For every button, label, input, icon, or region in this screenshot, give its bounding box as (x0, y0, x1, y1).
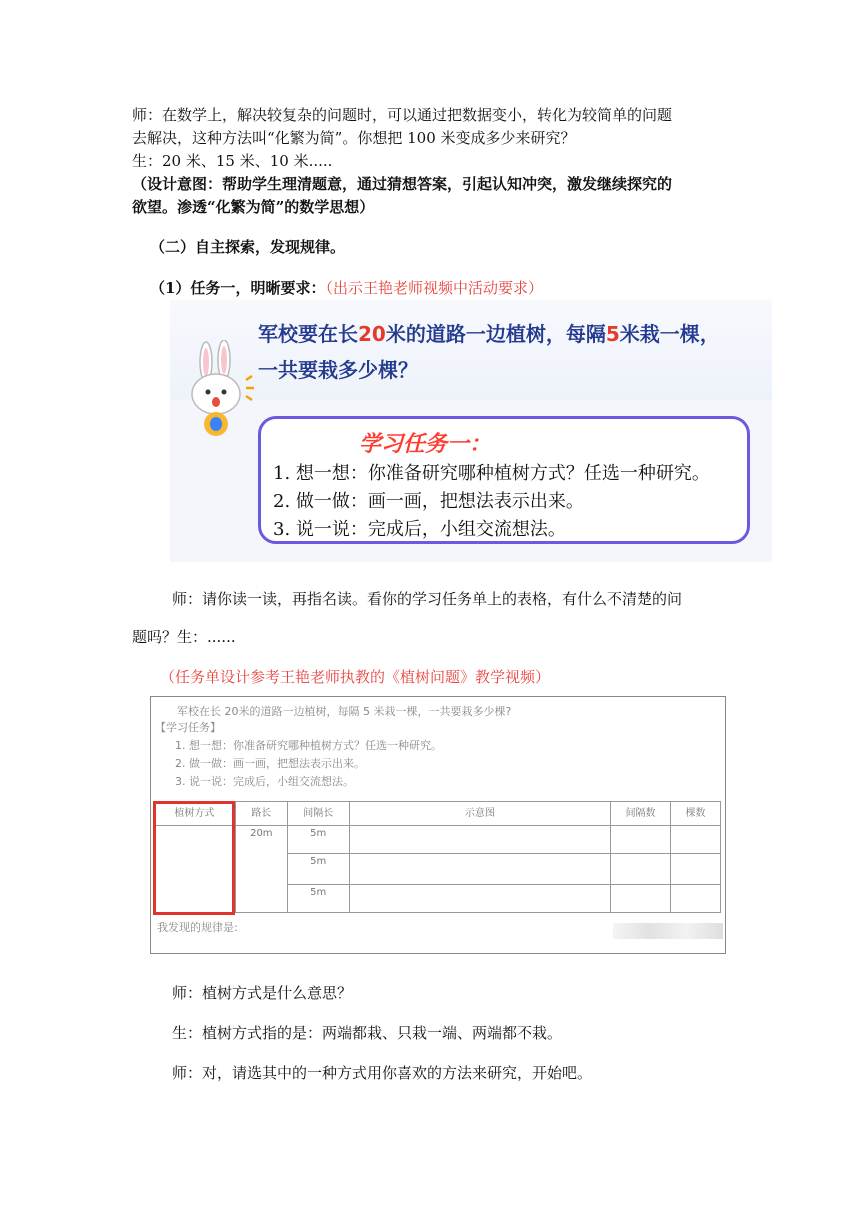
cell (611, 884, 671, 912)
col-header: 植树方式 (154, 802, 236, 826)
design-intent-b: 欲望。渗透“化繁为简”的数学思想） (132, 198, 375, 216)
col-header: 间隔数 (611, 802, 671, 826)
worksheet-table (153, 801, 721, 913)
teacher-paragraph-1a: 师：在数学上，解决较复杂的问题时，可以通过把数据变小，转化为较简单的问题 (132, 106, 673, 124)
task-1-line (150, 277, 543, 299)
worksheet-header-row (154, 802, 721, 826)
col-header: 示意图 (349, 802, 610, 826)
section-heading-2: （二）自主探索，发现规律。 (150, 238, 346, 256)
interval-cell: 5m (287, 826, 349, 854)
learning-task-item: 1. 想一想：你准备研究哪种植树方式？任选一种研究。 (273, 463, 710, 484)
task-1-note: （出示王艳老师视频中活动要求） (325, 279, 543, 297)
table-row (154, 826, 721, 854)
worksheet-item: 3. 说一说：完成后，小组交流想法。 (175, 775, 354, 788)
worksheet-item: 1. 想一想：你准备研究哪种植树方式？任选一种研究。 (175, 739, 442, 752)
cell (671, 884, 721, 912)
worksheet-footer: 我发现的规律是: (157, 921, 238, 934)
learning-task-title: 学习任务一： (359, 432, 492, 457)
interval-cell: 5m (287, 884, 349, 912)
slide-background (170, 300, 772, 400)
learning-task-item: 3. 说一说：完成后，小组交流想法。 (273, 519, 566, 540)
slide-q-text-2: 米的道路一边植树，每隔 (385, 322, 606, 346)
learning-task-box (258, 416, 750, 544)
cell (349, 854, 610, 884)
interval-cell: 5m (287, 854, 349, 884)
worksheet-image (150, 696, 726, 954)
slide-q-text-3: 米栽一棵， (619, 322, 720, 346)
cell (611, 854, 671, 884)
bunny-mascot-icon (176, 340, 256, 440)
worksheet-item: 2. 做一做：画一画，把想法表示出来。 (175, 757, 365, 770)
blurred-watermark (613, 923, 723, 939)
worksheet-header: 【学习任务】 (155, 721, 221, 734)
teacher-paragraph-4: 师：对，请选其中的一种方式用你喜欢的方法来研究，开始吧。 (172, 1064, 593, 1082)
student-paragraph-3: 生：植树方式指的是：两端都栽、只栽一端、两端都不栽。 (172, 1024, 563, 1042)
method-column-highlight (153, 801, 235, 915)
slide-q-num-20: 20 (358, 322, 386, 346)
cell (349, 884, 610, 912)
design-intent-a: （设计意图：帮助学生理清题意，通过猜想答案，引起认知冲突，激发继续探究的 (132, 175, 673, 193)
learning-task-item: 2. 做一做：画一画，把想法表示出来。 (273, 491, 584, 512)
task-1-label: （1）任务一，明晰要求： (150, 279, 326, 297)
teacher-paragraph-3: 师：植树方式是什么意思？ (172, 984, 353, 1002)
teacher-paragraph-1b: 去解决，这种方法叫“化繁为简”。你想把 100 米变成多少来研究？ (132, 129, 576, 147)
col-header: 棵数 (671, 802, 721, 826)
cell (349, 826, 610, 854)
slide-q-text-1: 军校要在长 (258, 322, 358, 346)
task-slide-image (170, 300, 772, 562)
slide-question-line-2: 一共要栽多少棵？ (258, 358, 418, 382)
student-paragraph-1: 生：20 米、15 米、10 米..... (132, 152, 333, 170)
cell (671, 826, 721, 854)
col-header: 路长 (235, 802, 287, 826)
cell (611, 826, 671, 854)
cell (671, 854, 721, 884)
teacher-paragraph-2a: 师：请你读一读，再指名读。看你的学习任务单上的表格，有什么不清楚的问 (172, 590, 683, 608)
worksheet-source-note: （任务单设计参考王艳老师执教的《植树问题》教学视频） (160, 668, 551, 686)
worksheet-question: 军校在长 20米的道路一边植树，每隔 5 米栽一棵，一共要栽多少棵? (177, 705, 512, 718)
slide-question-line-1 (258, 318, 720, 347)
col-header: 间隔长 (287, 802, 349, 826)
teacher-paragraph-2b: 题吗？生：...... (132, 628, 236, 646)
road-length-cell: 20m (235, 826, 287, 913)
slide-q-num-5: 5 (605, 322, 620, 346)
